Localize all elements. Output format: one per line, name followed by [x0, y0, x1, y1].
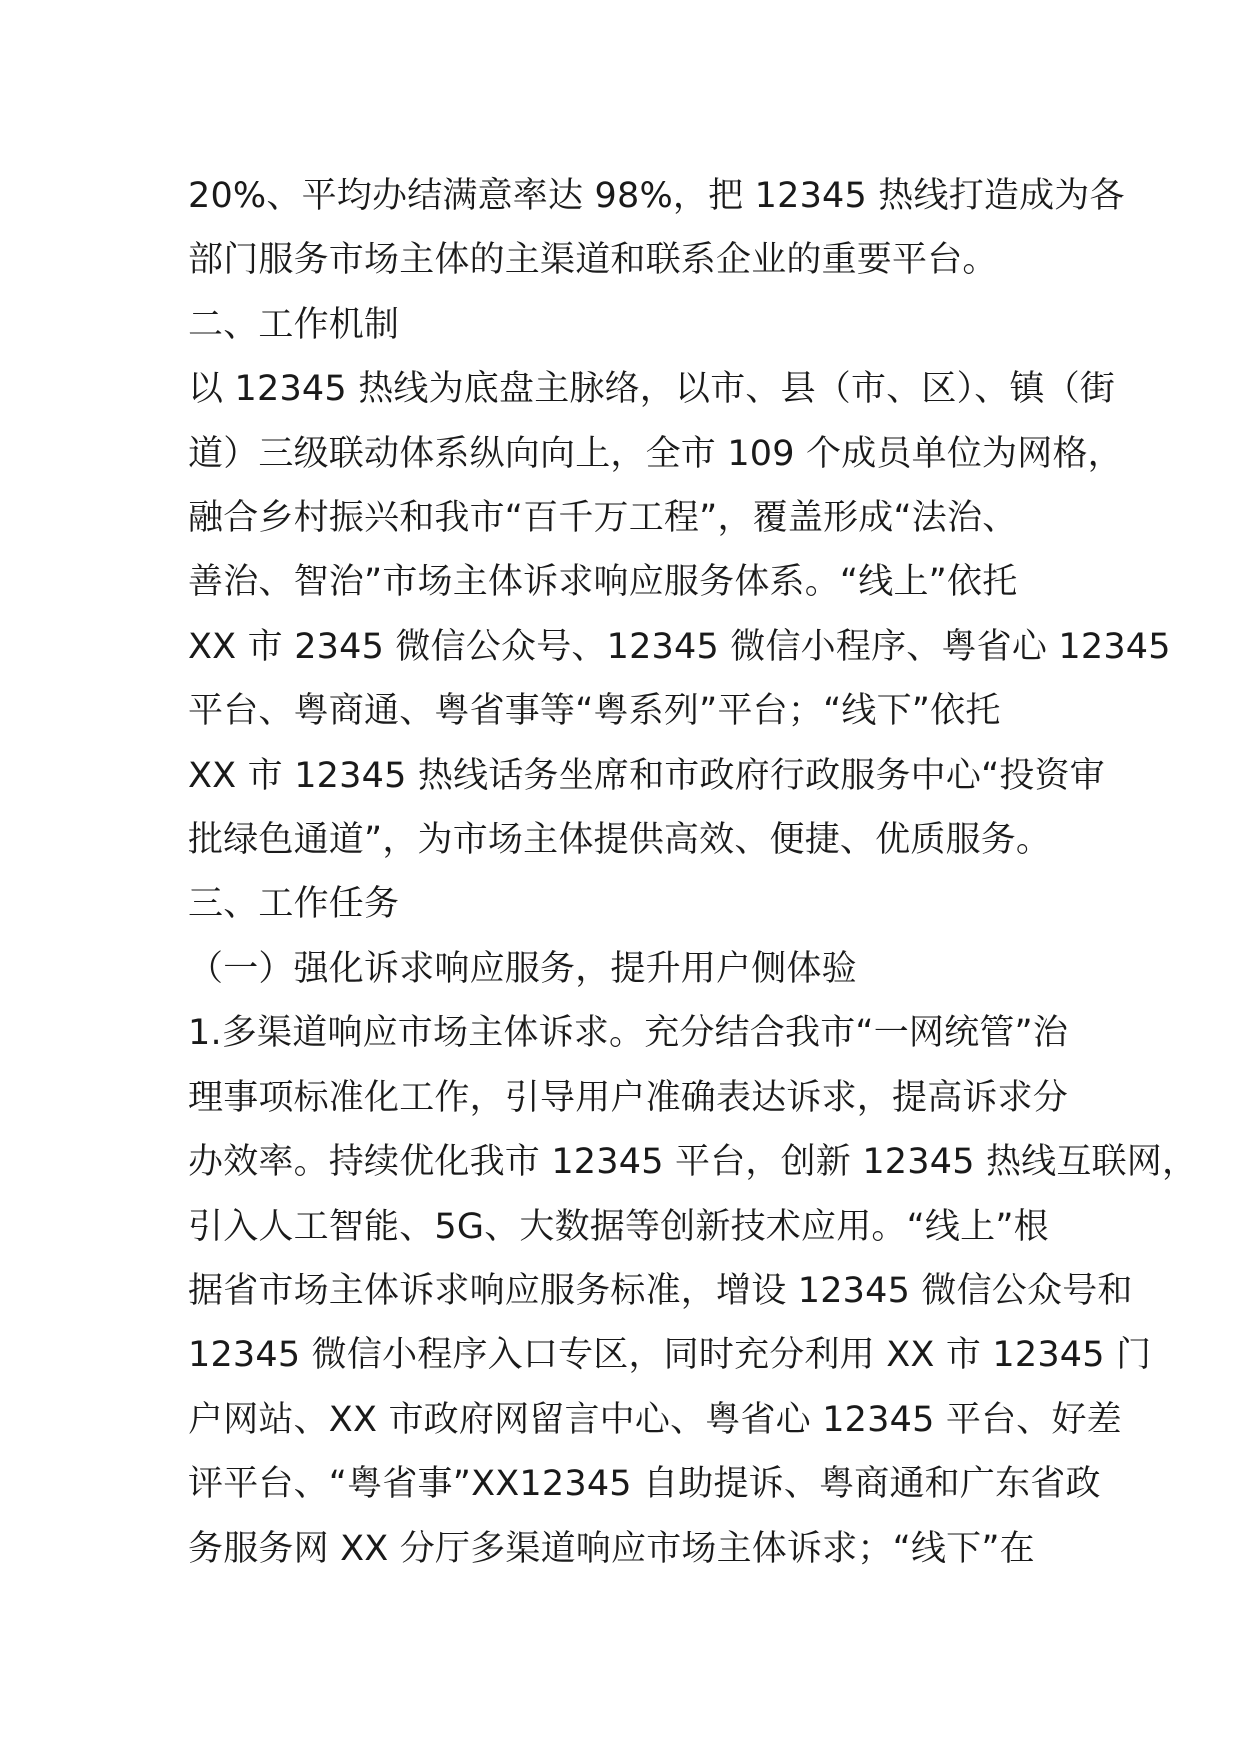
document-body: [188, 164, 1198, 1581]
body-line: 据省市场主体诉求响应服务标准，增设 12345 微信公众号和: [188, 1270, 1133, 1311]
body-line: 批绿色通道”，为市场主体提供高效、便捷、优质服务。: [188, 820, 1052, 861]
body-line: 部门服务市场主体的主渠道和联系企业的重要平台。: [188, 240, 998, 281]
body-line: 评平台、“粤省事”XX12345 自助提诉、粤商通和广东省政: [188, 1464, 1101, 1505]
body-line: 20%、平均办结满意率达 98%，把 12345 热线打造成为各: [188, 176, 1125, 216]
section-heading-work-tasks: 三、工作任务: [188, 884, 400, 925]
subsection-heading: （一）强化诉求响应服务，提升用户侧体验: [188, 948, 857, 989]
body-line: 善治、智治”市场主体诉求响应服务体系。“线上”依托: [188, 562, 1018, 603]
body-line: 1.多渠道响应市场主体诉求。充分结合我市“一网统管”治: [188, 1013, 1069, 1054]
body-line: 办效率。持续优化我市 12345 平台，创新 12345 热线互联网，: [188, 1142, 1198, 1183]
body-line: 引入人工智能、5G、大数据等创新技术应用。“线上”根: [188, 1206, 1049, 1247]
body-line: 以 12345 热线为底盘主脉络，以市、县（市、区）、镇（街: [188, 369, 1116, 410]
body-line: 户网站、XX 市政府网留言中心、粤省心 12345 平台、好差: [188, 1399, 1122, 1440]
body-line: 务服务网 XX 分厅多渠道响应市场主体诉求；“线下”在: [188, 1528, 1035, 1569]
body-line: 道）三级联动体系纵向向上，全市 109 个成员单位为网格，: [188, 433, 1123, 474]
body-line: XX 市 2345 微信公众号、12345 微信小程序、粤省心 12345: [188, 626, 1171, 667]
body-line: 平台、粤商通、粤省事等“粤系列”平台；“线下”依托: [188, 691, 1001, 732]
body-line: XX 市 12345 热线话务坐席和市政府行政服务中心“投资审: [188, 755, 1106, 796]
body-line: 融合乡村振兴和我市“百千万工程”，覆盖形成“法治、: [188, 498, 1018, 539]
body-line: 理事项标准化工作，引导用户准确表达诉求，提高诉求分: [188, 1077, 1069, 1118]
body-line: 12345 微信小程序入口专区，同时充分利用 XX 市 12345 门: [188, 1335, 1152, 1376]
section-heading-work-mechanism: 二、工作机制: [188, 304, 400, 345]
